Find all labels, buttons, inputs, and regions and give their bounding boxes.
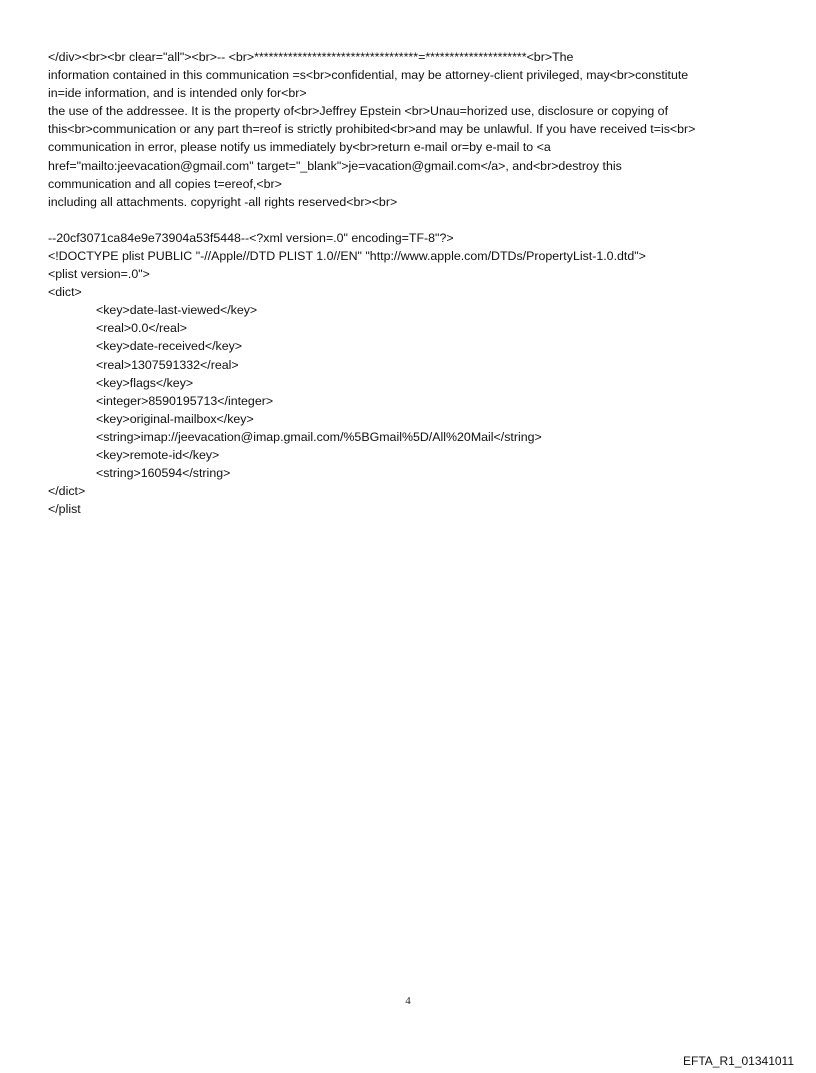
paragraph-gap	[48, 211, 770, 229]
disclaimer-line: href="mailto:jeevacation@gmail.com" target="_blank">je=vacation@gmail.com</a>, and<br>destroy this	[48, 158, 622, 173]
plist-header-block	[48, 229, 770, 301]
plist-entry-line: <string>160594</string>	[96, 466, 231, 481]
plist-entry-line: <key>date-last-viewed</key>	[96, 303, 258, 318]
plist-entry-line: <string>imap://jeevacation@imap.gmail.com/%5BGmail%5D/All%20Mail</string>	[96, 429, 542, 444]
plist-entry-line: <integer>8590195713</integer>	[96, 393, 274, 408]
plist-header-line: <dict>	[48, 285, 82, 300]
plist-dict-entries	[48, 301, 770, 482]
page-number: 4	[405, 995, 411, 1007]
disclaimer-block	[48, 48, 770, 211]
plist-header-line: --20cf3071ca84e9e73904a53f5448--<?xml version=.0" encoding=TF-8"?>	[48, 230, 454, 245]
disclaimer-line: in=ide information, and is intended only for<br>	[48, 86, 307, 101]
plist-header-line: <plist version=.0">	[48, 267, 150, 282]
disclaimer-line: this<br>communication or any part th=reof is strictly prohibited<br>and may be unlawful. If you have received t=is<br>	[48, 122, 696, 137]
disclaimer-line: the use of the addressee. It is the property of<br>Jeffrey Epstein <br>Unau=horized use, disclosure or copying of	[48, 104, 669, 119]
disclaimer-line: information contained in this communication =s<br>confidential, may be attorney-client privileged, may<br>constitute	[48, 68, 689, 83]
plist-entry-line: <key>flags</key>	[96, 375, 194, 390]
disclaimer-line: </div><br><br clear="all"><br>-- <br>**********************************=*********************<br>The	[48, 50, 574, 64]
plist-entry-line: <key>remote-id</key>	[96, 447, 220, 462]
document-body	[48, 48, 770, 518]
plist-entry-line: <real>0.0</real>	[96, 321, 187, 336]
plist-footer-line: </plist	[48, 502, 81, 517]
disclaimer-line: communication and all copies t=ereof,<br>	[48, 176, 282, 191]
plist-footer-line: </dict>	[48, 484, 86, 499]
plist-footer-block	[48, 482, 770, 518]
plist-entry-line: <key>date-received</key>	[96, 339, 243, 354]
document-id: EFTA_R1_01341011	[683, 1054, 794, 1068]
disclaimer-line: including all attachments. copyright -all rights reserved<br><br>	[48, 194, 398, 209]
plist-header-line: <!DOCTYPE plist PUBLIC "-//Apple//DTD PLIST 1.0//EN" "http://www.apple.com/DTDs/PropertyList-1.0.dtd">	[48, 248, 646, 263]
disclaimer-line: communication in error, please notify us immediately by<br>return e-mail or=by e-mail to <a	[48, 140, 551, 155]
plist-entry-line: <real>1307591332</real>	[96, 357, 239, 372]
plist-entry-line: <key>original-mailbox</key>	[96, 411, 254, 426]
